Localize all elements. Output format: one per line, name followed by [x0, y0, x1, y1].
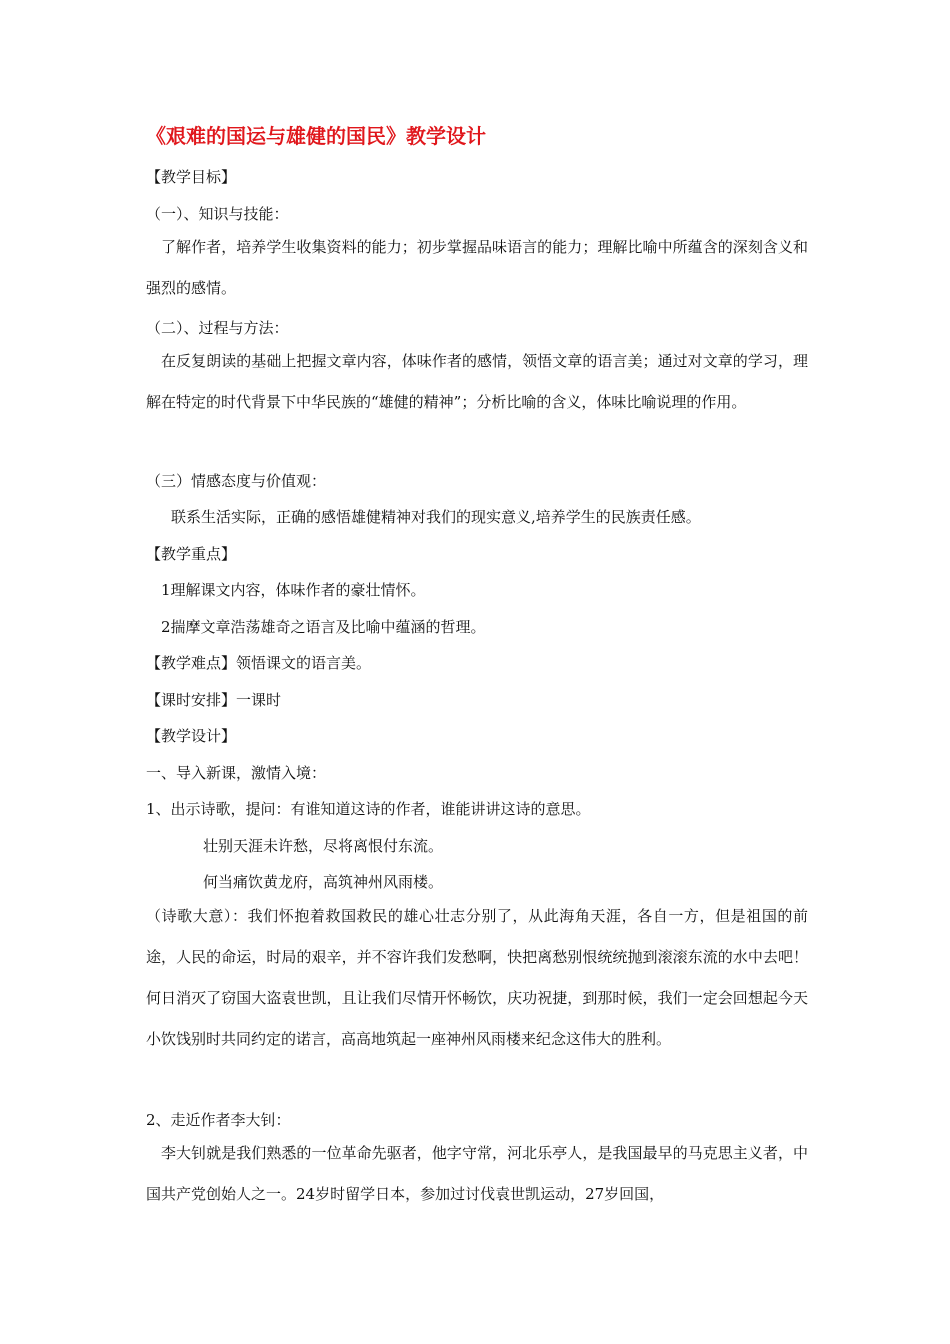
- section-intro-heading: 一、导入新课，激情入境：: [146, 764, 327, 782]
- teaching-design-heading: 【教学设计】: [146, 727, 237, 745]
- poem-line-2: 何当痛饮黄龙府，高筑神州风雨楼。: [203, 873, 444, 891]
- teaching-focus-item-1: 1理解课文内容，体味作者的豪壮情怀。: [161, 581, 426, 599]
- teaching-goals-heading: 【教学目标】: [146, 168, 237, 186]
- class-schedule: 【课时安排】一课时: [146, 691, 282, 709]
- teaching-difficulty: 【教学难点】领悟课文的语言美。: [146, 654, 372, 672]
- poem-line-1: 壮别天涯未许愁，尽将离恨付东流。: [203, 837, 444, 855]
- teaching-focus-heading: 【教学重点】: [146, 545, 237, 563]
- emotion-values-heading: （三）情感态度与价值观：: [146, 472, 327, 490]
- knowledge-skills-heading: （一）、知识与技能：: [146, 205, 289, 223]
- teaching-focus-item-2: 2揣摩文章浩荡雄奇之语言及比喻中蕴涵的哲理。: [161, 618, 486, 636]
- process-method-paragraph: 在反复朗读的基础上把握文章内容，体味作者的感情，领悟文章的语言美；通过对文章的学习，理解在特定的时代背景下中华民族的“雄健的精神”；分析比喻的含义，体味比喻说理的作用。: [146, 352, 808, 411]
- process-method-heading: （二）、过程与方法：: [146, 319, 289, 337]
- document-title: 《艰难的国运与雄健的国民》教学设计: [146, 124, 486, 148]
- author-paragraph: 李大钊就是我们熟悉的一位革命先驱者，他字守常，河北乐亭人，是我国最早的马克思主义者，中国共产党创始人之一。24岁时留学日本，参加过讨伐袁世凯运动，27岁回国，: [146, 1144, 808, 1203]
- knowledge-skills-paragraph: 了解作者，培养学生收集资料的能力；初步掌握品味语言的能力；理解比喻中所蕴含的深刻含义和强烈的感情。: [146, 238, 808, 297]
- poem-meaning-paragraph: （诗歌大意）：我们怀抱着救国救民的雄心壮志分别了，从此海角天涯，各自一方，但是祖国的前途，人民的命运，时局的艰辛，并不容许我们发愁啊，快把离愁别恨统统抛到滚滚东流的水中去吧！何日消灭了窃国大盗袁世凯，且让我们尽情开怀畅饮，庆功祝捷，到那时候，我们一定会回想起今天小饮饯别时共同约定的诺言，高高地筑起一座神州风雨楼来纪念这伟大的胜利。: [146, 907, 808, 1048]
- emotion-values-paragraph: 联系生活实际，正确的感悟雄健精神对我们的现实意义,培养学生的民族责任感。: [171, 508, 701, 526]
- poem-prompt: 1、出示诗歌，提问：有谁知道这诗的作者，谁能讲讲这诗的意思。: [146, 800, 591, 818]
- author-section-heading: 2、走近作者李大钊：: [146, 1111, 291, 1129]
